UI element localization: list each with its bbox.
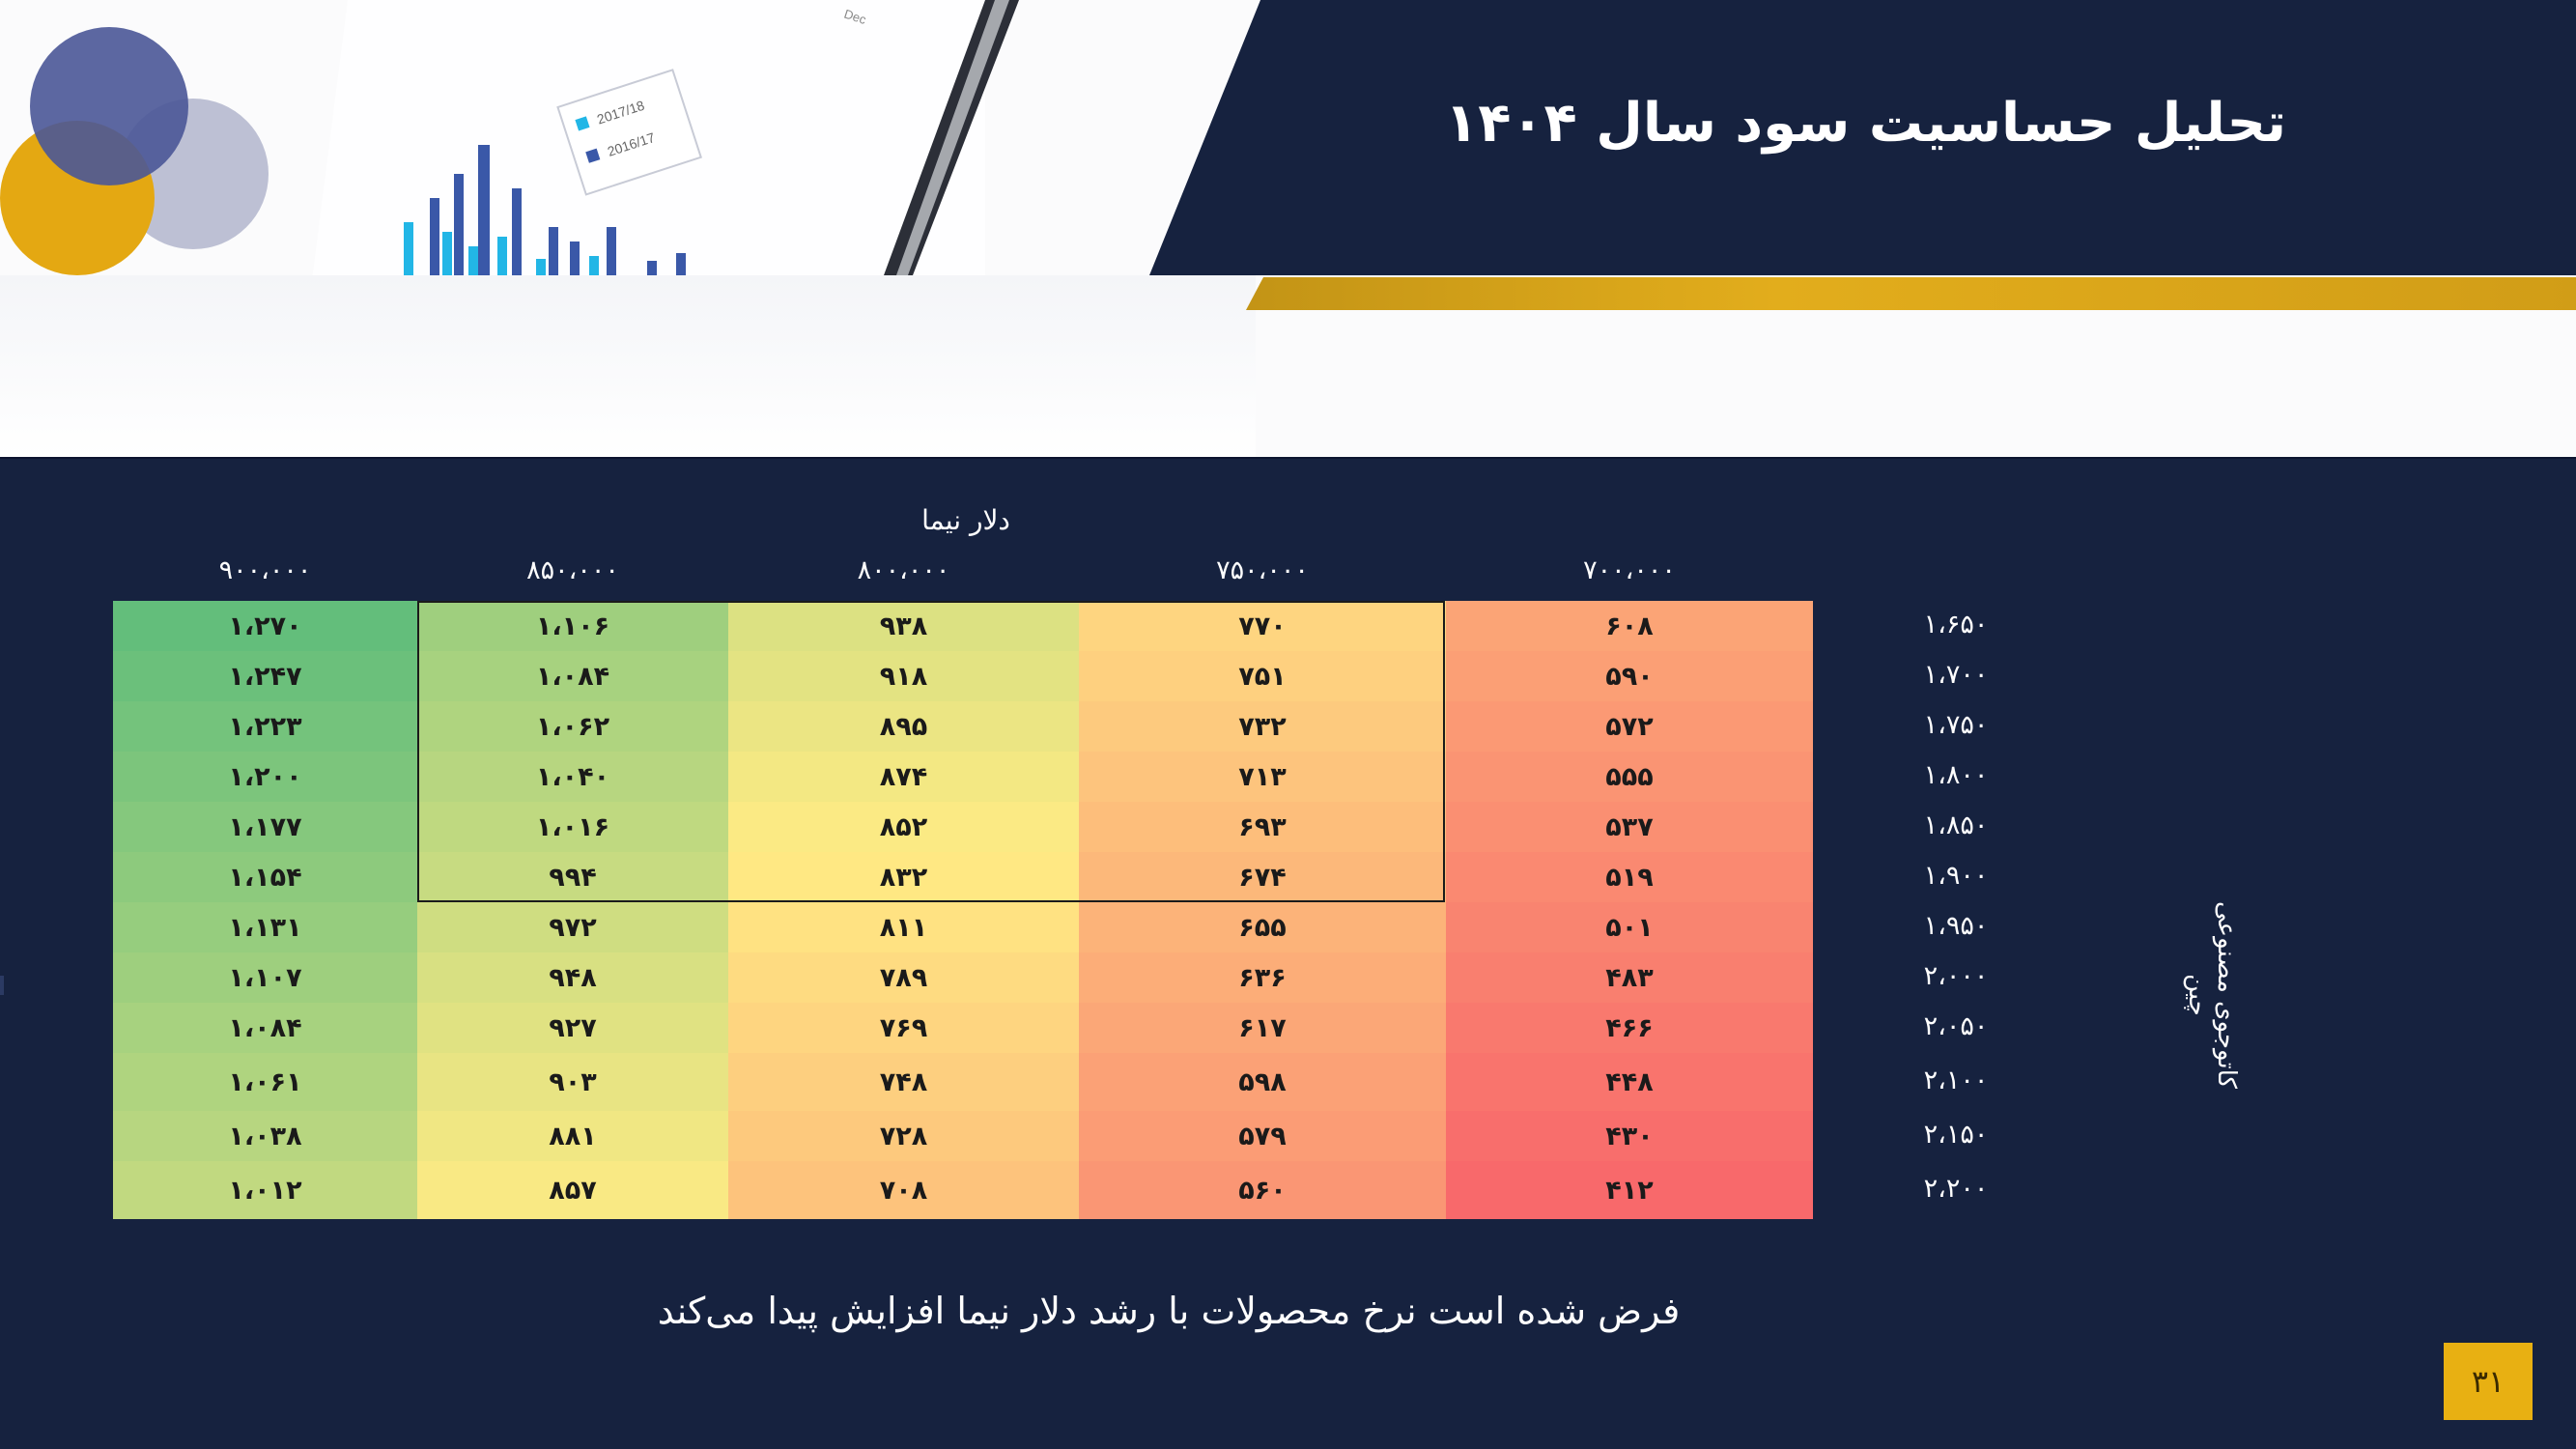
row-header: ۱،۷۵۰ [1923,710,1989,740]
heatmap-cell: ۱،۲۷۰ [113,601,417,651]
row-header: ۱،۷۰۰ [1923,660,1989,690]
row-header: ۲،۰۵۰ [1923,1011,1989,1041]
slide-title: تحلیل حساسیت سود سال ۱۴۰۴ [1445,92,2286,155]
heatmap-cell: ۹۷۲ [417,902,728,952]
heatmap-cell: ۶۰۸ [1446,601,1813,651]
heatmap-cell: ۹۹۴ [417,852,728,902]
heatmap-cell: ۴۴۸ [1446,1053,1813,1111]
column-header: ۷۰۰،۰۰۰ [1583,555,1676,585]
heatmap-cell: ۴۳۰ [1446,1111,1813,1161]
heatmap-cell: ۶۷۴ [1079,852,1446,902]
heatmap-cell: ۸۷۴ [728,752,1079,802]
heatmap-cell: ۵۹۰ [1446,651,1813,701]
header-fade [0,275,1256,459]
row-header: ۱،۸۵۰ [1923,810,1989,840]
heatmap-cell: ۱،۱۰۶ [417,601,728,651]
heatmap-cell: ۱،۰۸۴ [417,651,728,701]
heatmap-cell: ۷۷۰ [1079,601,1446,651]
heatmap-cell: ۸۵۲ [728,802,1079,852]
heatmap-cell: ۵۷۲ [1446,701,1813,752]
heatmap-cell: ۷۱۳ [1079,752,1446,802]
heatmap-cell: ۸۵۷ [417,1161,728,1219]
heatmap-cell: ۸۳۲ [728,852,1079,902]
gold-accent-band [1246,277,2576,310]
footnote: فرض شده است نرخ محصولات با رشد دلار نیما افزایش پیدا می‌کند [657,1290,1681,1332]
heatmap-cell: ۹۲۷ [417,1003,728,1053]
heatmap-cell: ۵۹۸ [1079,1053,1446,1111]
legend-label-2016: 2016/17 [605,128,657,159]
heatmap-cell: ۹۱۸ [728,651,1079,701]
row-header: ۱،۸۰۰ [1923,760,1989,790]
edge-marker [0,976,4,995]
heatmap-cell: ۱،۰۸۴ [113,1003,417,1053]
heatmap-cell: ۸۱۱ [728,902,1079,952]
column-header: ۸۰۰،۰۰۰ [857,555,950,585]
row-header: ۲،۲۰۰ [1923,1174,1989,1204]
heatmap-cell: ۹۰۳ [417,1053,728,1111]
heatmap-cell: ۸۸۱ [417,1111,728,1161]
heatmap-cell: ۱،۰۳۸ [113,1111,417,1161]
heatmap-cell: ۶۳۶ [1079,952,1446,1003]
heatmap-cell: ۷۳۲ [1079,701,1446,752]
heatmap-cell: ۴۱۲ [1446,1161,1813,1219]
heatmap-cell: ۵۳۷ [1446,802,1813,852]
heatmap-cell: ۵۱۹ [1446,852,1813,902]
heatmap-cell: ۱،۱۰۷ [113,952,417,1003]
heatmap-cell: ۷۸۹ [728,952,1079,1003]
heatmap-cell: ۱،۱۵۴ [113,852,417,902]
column-header: ۹۰۰،۰۰۰ [218,555,312,585]
heatmap-cell: ۱،۲۴۷ [113,651,417,701]
heatmap-cell: ۹۳۸ [728,601,1079,651]
x-axis-title: دلار نیما [921,504,1010,536]
page-number-badge: ۳۱ [2444,1343,2533,1420]
row-header: ۱،۹۰۰ [1923,861,1989,891]
heatmap-cell: ۴۸۳ [1446,952,1813,1003]
heatmap-cell: ۷۰۸ [728,1161,1079,1219]
heatmap-cell: ۱،۱۷۷ [113,802,417,852]
heatmap-cell: ۱،۰۶۲ [417,701,728,752]
column-header: ۸۵۰،۰۰۰ [526,555,619,585]
heatmap-cell: ۱،۰۱۲ [113,1161,417,1219]
legend-label-2017: 2017/18 [595,97,647,128]
heatmap-cell: ۹۴۸ [417,952,728,1003]
heatmap-cell: ۶۵۵ [1079,902,1446,952]
heatmap-grid [113,601,1813,1219]
heatmap-cell: ۴۶۶ [1446,1003,1813,1053]
heatmap-cell: ۶۹۳ [1079,802,1446,852]
heatmap-cell: ۱،۰۶۱ [113,1053,417,1111]
slide-header [0,0,2576,459]
row-header: ۱،۶۵۰ [1923,610,1989,639]
heatmap-cell: ۵۶۰ [1079,1161,1446,1219]
heatmap-cell: ۷۴۸ [728,1053,1079,1111]
heatmap-cell: ۱،۲۲۳ [113,701,417,752]
row-header: ۱،۹۵۰ [1923,911,1989,941]
heatmap-cell: ۷۶۹ [728,1003,1079,1053]
heatmap-cell: ۶۱۷ [1079,1003,1446,1053]
heatmap-cell: ۱،۰۱۶ [417,802,728,852]
heatmap-cell: ۸۹۵ [728,701,1079,752]
row-header: ۲،۱۰۰ [1923,1065,1989,1095]
column-header: ۷۵۰،۰۰۰ [1216,555,1309,585]
y-axis-title: کاتوجوی مصنوعی چین [2183,900,2241,1090]
corner-label: Dec [842,6,868,27]
heatmap-cell: ۱،۲۰۰ [113,752,417,802]
header-divider [0,457,2576,459]
heatmap-cell: ۷۵۱ [1079,651,1446,701]
heatmap-cell: ۵۰۱ [1446,902,1813,952]
heatmap-cell: ۱،۰۴۰ [417,752,728,802]
heatmap-cell: ۵۷۹ [1079,1111,1446,1161]
heatmap-cell: ۷۲۸ [728,1111,1079,1161]
heatmap-cell: ۱،۱۳۱ [113,902,417,952]
row-header: ۲،۰۰۰ [1923,961,1989,991]
row-header: ۲،۱۵۰ [1923,1120,1989,1150]
heatmap-cell: ۵۵۵ [1446,752,1813,802]
